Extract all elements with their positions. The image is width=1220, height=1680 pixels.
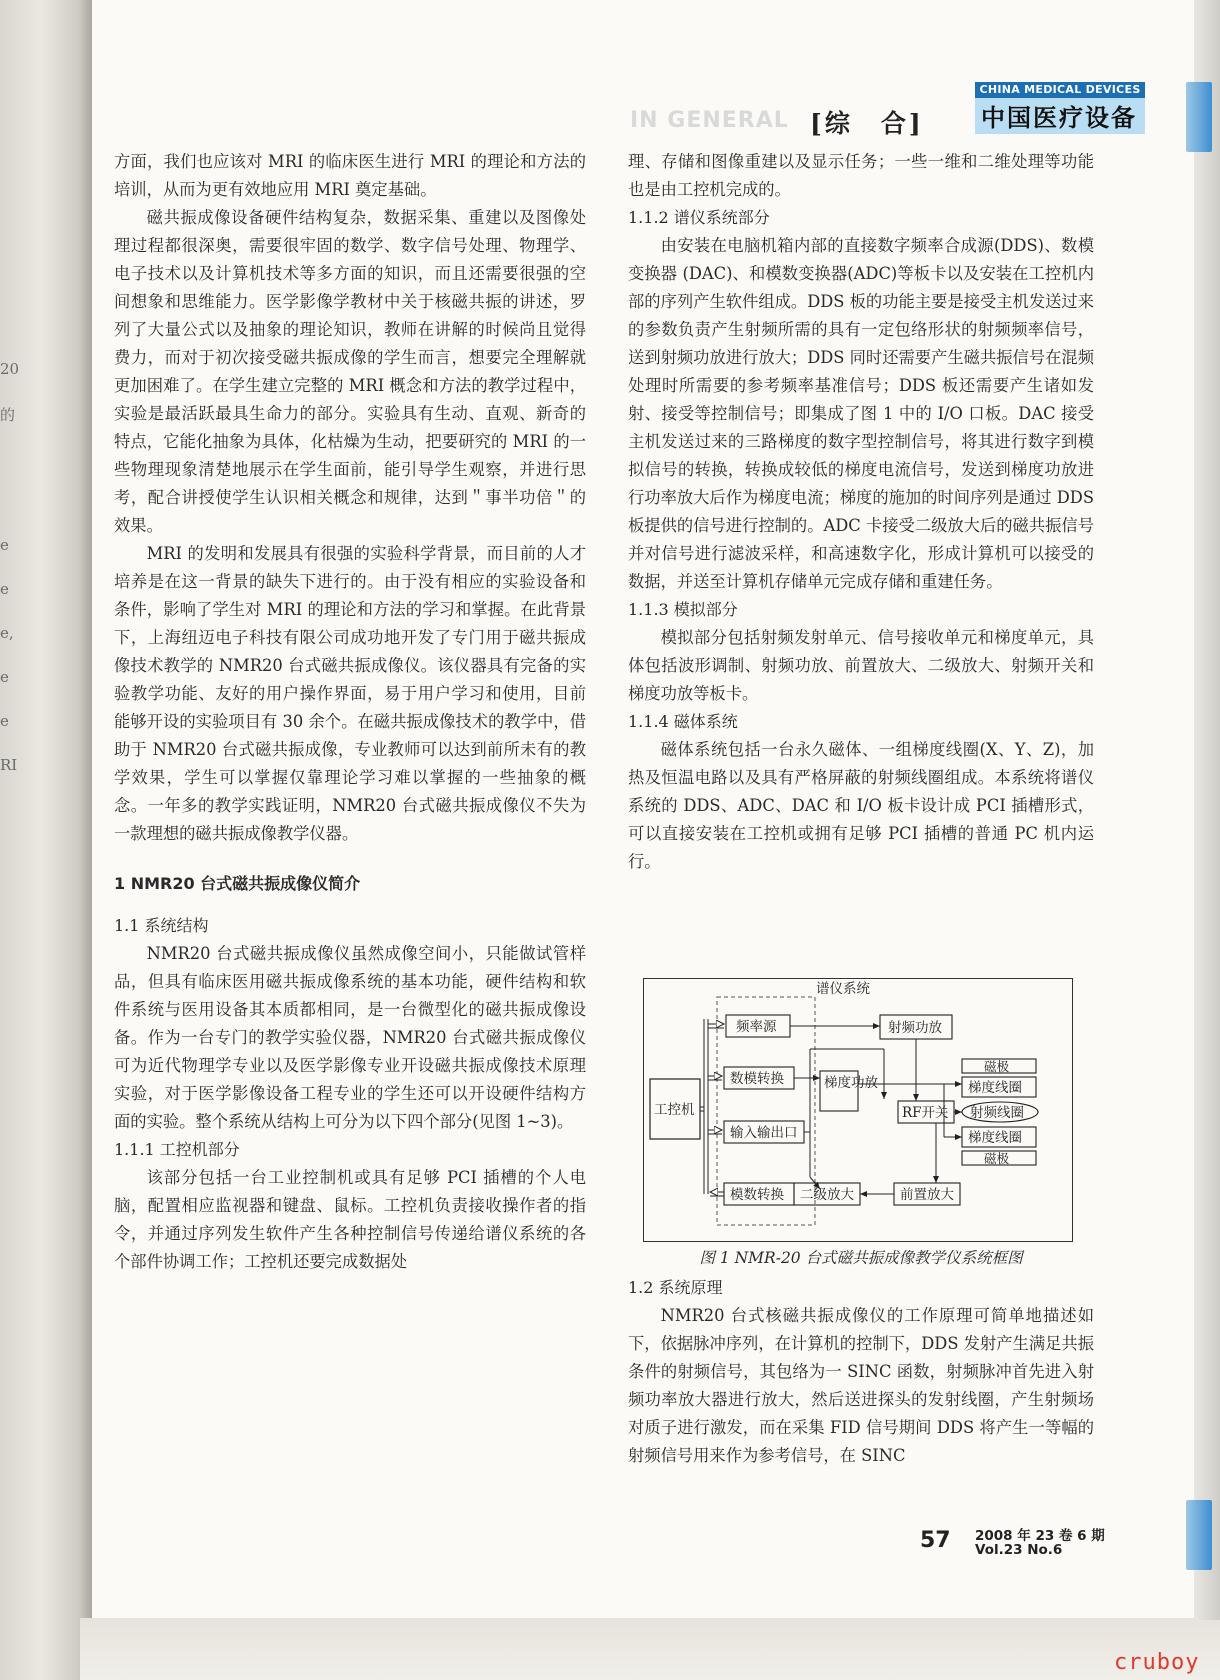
journal-brand xyxy=(975,82,1145,134)
rf-switch-label: RF开关 xyxy=(902,1105,949,1121)
subsection-heading: 1.1.4 磁体系统 xyxy=(628,712,738,731)
binding-mark: e xyxy=(0,668,9,686)
spectrometer-label: 谱仪系统 xyxy=(816,981,870,997)
gradient-amp-label: 梯度功放 xyxy=(824,1075,878,1091)
binding-mark: 20 xyxy=(0,360,20,378)
right-column-paragraph: 理、存储和图像重建以及显示任务；一些一维和二维处理等功能也是由工控机完成的。 xyxy=(628,152,1094,199)
secondary-amp-label: 二级放大 xyxy=(800,1187,854,1203)
binding-mark: e xyxy=(0,712,9,730)
issue-info-en: Vol.23 No.6 xyxy=(975,1542,1063,1558)
left-column-paragraph: MRI 的发明和发展具有很强的实验科学背景，而目前的人才培养是在这一背景的缺失下进行的。由于没有相应的实验设备和条件，影响了学生对 MRI 的理论和方法的学习和掌握。在此背景下，上海纽迈电子科技有限公司成功地开发了专门用于磁共振成像技术教学的 NMR20 台式磁共振成像仪。该仪器具有完备的实验教学功能、友好的用户操作界面，易于用户学习和使用，目前能够开设的实验项目有 30 余个。在磁共振成像技术的教学中，借助于 NMR20 台式磁共振成像，专业教师可以达到前所未有的教学效果，学生可以掌握仅靠理论学习难以掌握的一些抽象的概念。一年多的教学实践证明，NMR20 台式磁共振成像仪不失为一款理想的磁共振成像教学仪器。 xyxy=(114,544,586,843)
left-column xyxy=(114,148,586,1276)
section-heading: 1 NMR20 台式磁共振成像仪简介 xyxy=(114,874,361,893)
subsection-heading: 1.1 系统结构 xyxy=(114,916,209,935)
binding-mark: e xyxy=(0,536,9,554)
side-tab-bottom xyxy=(1186,1500,1212,1570)
binding-mark: RI xyxy=(0,756,18,774)
page-bottom-shadow xyxy=(80,1618,1220,1680)
io-label: 输入输出口 xyxy=(730,1125,798,1141)
block-diagram-svg xyxy=(644,979,1072,1241)
left-column-paragraph: 磁共振成像设备硬件结构复杂，数据采集、重建以及图像处理过程都很深奥，需要很牢固的数学、数字信号处理、物理学、电子技术以及计算机技术等多方面的知识，而且还需要很强的空间想象和思维能力。医学影像学教材中关于核磁共振的讲述，罗列了大量公式以及抽象的理论知识，教师在讲解的时候尚且觉得费力，而对于初次接受磁共振成像的学生而言，想要完全理解就更加困难了。在学生建立完整的 MRI 概念和方法的教学过程中，实验是最活跃最具生命力的部分。实验具有生动、直观、新奇的特点，它能化抽象为具体，化枯燥为生动，把要研究的 MRI 的一些物理现象清楚地展示在学生面前，能引导学生观察，并进行思考，配合讲授使学生认识相关概念和规律，达到＂事半功倍＂的效果。 xyxy=(114,208,586,535)
binding-mark: e xyxy=(0,580,9,598)
rf-coil-label: 射频线圈 xyxy=(970,1105,1024,1121)
right-column-bottom xyxy=(628,1274,1094,1470)
subsection-heading: 1.1.3 模拟部分 xyxy=(628,600,738,619)
binding-mark xyxy=(0,492,30,536)
pole-bottom-label: 磁极 xyxy=(984,1151,1010,1166)
figure-1-caption: 图 1 NMR-20 台式磁共振成像教学仪系统框图 xyxy=(699,1249,1023,1267)
preamp-label: 前置放大 xyxy=(900,1187,954,1203)
right-column-paragraph: 磁体系统包括一台永久磁体、一组梯度线圈(X、Y、Z)，加热及恒温电路以及具有严格屏蔽的射频线圈组成。本系统将谱仪系统的 DDS、ADC、DAC 和 I/O 板卡设计成 PCI 插槽形式，可以直接安装在工控机或拥有足够 PCI 插槽的普通 PC 机内运行。 xyxy=(628,740,1094,871)
ipc-label: 工控机 xyxy=(654,1102,695,1118)
journal-name-en: CHINA MEDICAL DEVICES xyxy=(975,82,1145,98)
right-column-paragraph: NMR20 台式核磁共振成像仪的工作原理可简单地描述如下，依据脉冲序列，在计算机的控制下，DDS 发射产生满足共振条件的射频信号，其包络为一 SINC 函数，射频脉冲首先进入射频功率放大器进行放大，然后送进探头的发射线圈，产生射频场对质子进行激发，而在采集 FID 信号期间 DDS 将产生一等幅的射频信号用来作为参考信号，在 SINC xyxy=(628,1306,1094,1465)
journal-name-cn: 中国医疗设备 xyxy=(981,103,1137,132)
subsection-heading: 1.1.1 工控机部分 xyxy=(114,1140,240,1159)
left-column-paragraph: NMR20 台式磁共振成像仪虽然成像空间小，只能做试管样品，但具有临床医用磁共振成像系统的基本功能，硬件结构和软件系统与医用设备其本质都相同，是一台微型化的磁共振成像设备。作为一台专门的教学实验仪器，NMR20 台式磁共振成像仪可为近代物理学专业以及医学影像专业开设磁共振成像技术原理实验，对于医学影像设备工程专业的学生还可以开设硬件结构方面的实验。整个系统从结构上可分为以下四个部分(见图 1~3)。 xyxy=(114,944,586,1131)
section-en-label: IN GENERAL xyxy=(630,108,789,133)
freq-source-label: 频率源 xyxy=(736,1019,777,1035)
adc-label: 模数转换 xyxy=(730,1187,784,1203)
binding-bleed-text xyxy=(0,360,30,800)
scanner-watermark: cruboy xyxy=(1114,1650,1200,1675)
left-column-paragraph: 方面，我们也应该对 MRI 的临床医生进行 MRI 的理论和方法的培训，从而为更有效地应用 MRI 奠定基础。 xyxy=(114,152,586,199)
running-header xyxy=(620,80,1140,140)
right-column-paragraph: 由安装在电脑机箱内部的直接数字频率合成源(DDS)、数模变换器 (DAC)、和模数变换器(ADC)等板卡以及安装在工控机内部的序列产生软件组成。DDS 板的功能主要是接受主机发送过来的参数负责产生射频所需的具有一定包络形状的射频频率信号，送到射频功放进行放大；DDS 同时还需要产生磁共振信号在混频处理时所需要的参考频率基准信号；DDS 板还需要产生诸如发射、接受等控制信号；即集成了图 1 中的 I/O 口板。DAC 接受主机发送过来的三路梯度的数字型控制信号，将其进行数字到模拟信号的转换，转换成较低的梯度电流信号，发送到梯度功放进行功率放大后作为梯度电流；梯度的施加的时间序列是通过 DDS 板提供的信号进行控制的。ADC 卡接受二级放大后的磁共振信号并对信号进行滤波采样，和高速数字化，形成计算机可以接受的数据，并送至计算机存储单元完成存储和重建任务。 xyxy=(628,236,1094,591)
section-label: [综 合] xyxy=(810,109,924,138)
binding-mark: 的 xyxy=(0,406,16,424)
right-column-paragraph: 模拟部分包括射频发射单元、信号接收单元和梯度单元，具体包括波形调制、射频功放、前置放大、二级放大、射频开关和梯度功放等板卡。 xyxy=(628,628,1094,703)
gradient-coil-bottom-label: 梯度线圈 xyxy=(968,1130,1022,1146)
left-column-paragraph: 该部分包括一台工业控制机或具有足够 PCI 插槽的个人电脑，配置相应监视器和键盘、鼠标。工控机负责接收操作者的指令，并通过序列发生软件产生各种控制信号传递给谱仪系统的各个部件协调工作；工控机还要完成数据处 xyxy=(114,1168,586,1271)
binding-mark xyxy=(0,448,30,492)
dac-label: 数模转换 xyxy=(730,1071,784,1087)
gradient-coil-top-label: 梯度线圈 xyxy=(968,1080,1022,1096)
binding-mark: e, xyxy=(0,624,14,642)
rf-amp-label: 射频功放 xyxy=(888,1020,942,1036)
book-binding xyxy=(0,0,92,1680)
right-column-top xyxy=(628,148,1094,876)
side-tab-top xyxy=(1186,82,1212,152)
subsection-heading: 1.2 系统原理 xyxy=(628,1278,723,1297)
page-number: 57 xyxy=(920,1528,951,1553)
subsection-heading: 1.1.2 谱仪系统部分 xyxy=(628,208,770,227)
pole-top-label: 磁极 xyxy=(984,1059,1010,1074)
figure-1-block-diagram xyxy=(643,978,1073,1242)
page-right-edge xyxy=(1194,0,1220,1620)
issue-info-cn: 2008 年 23 卷 6 期 xyxy=(975,1528,1105,1544)
